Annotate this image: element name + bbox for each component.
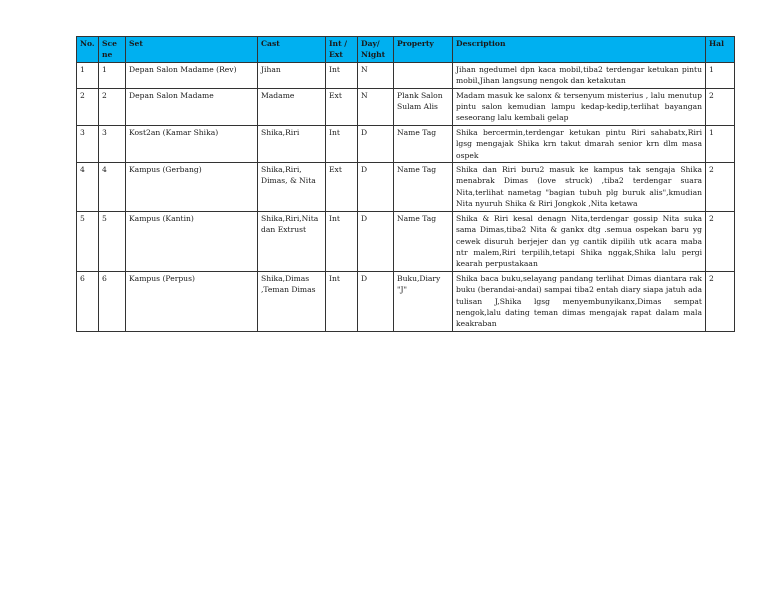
cell-set: Kost2an (Kamar Shika): [126, 125, 258, 162]
cell-int-ext: Ext: [326, 163, 358, 212]
cell-day-night: D: [358, 125, 394, 162]
cell-no: 1: [77, 62, 99, 88]
cell-cast: Shika,Dimas ,Teman Dimas: [258, 271, 326, 331]
cell-property: [394, 62, 453, 88]
cell-int-ext: Int: [326, 62, 358, 88]
header-no: No.: [77, 37, 99, 63]
cell-int-ext: Int: [326, 211, 358, 271]
cell-property: Name Tag: [394, 163, 453, 212]
header-property: Property: [394, 37, 453, 63]
header-row: [77, 37, 735, 63]
cell-description: Shika baca buku,selayang pandang terlihat Dimas diantara rak buku (berandai-andai) sampai tiba2 entah diary siapa jatuh ada tulisan J,Shika lgsg menyembunyikanx,Dimas sempat nengok,lalu dating teman dimas mengajak rapat dalam mala keakraban: [453, 271, 706, 331]
table-row: [77, 163, 735, 212]
cell-description: Jihan ngedumel dpn kaca mobil,tiba2 terdengar ketukan pintu mobil,Jihan langsung nengok dan ketakutan: [453, 62, 706, 88]
cell-no: 4: [77, 163, 99, 212]
cell-int-ext: Int: [326, 125, 358, 162]
header-scene: Scene: [99, 37, 126, 63]
cell-scene: 4: [99, 163, 126, 212]
cell-no: 5: [77, 211, 99, 271]
cell-property: Buku,Diary "J": [394, 271, 453, 331]
header-set: Set: [126, 37, 258, 63]
cell-cast: Shika,Riri, Dimas, & Nita: [258, 163, 326, 212]
cell-set: Depan Salon Madame: [126, 88, 258, 125]
cell-scene: 3: [99, 125, 126, 162]
cell-day-night: N: [358, 62, 394, 88]
cell-description: Madam masuk ke salonx & tersenyum misterius , lalu menutup pintu salon kemudian lampu kedap-kedip,terlihat bayangan seseorang lalu kembali gelap: [453, 88, 706, 125]
cell-set: Kampus (Kantin): [126, 211, 258, 271]
cell-scene: 6: [99, 271, 126, 331]
cell-description: Shika bercermin,terdengar ketukan pintu Riri sahabatx,Riri lgsg mengajak Shika krn takut dmarah senior krn dlm masa ospek: [453, 125, 706, 162]
cell-property: Name Tag: [394, 125, 453, 162]
cell-no: 6: [77, 271, 99, 331]
table-row: [77, 62, 735, 88]
cell-day-night: D: [358, 211, 394, 271]
cell-day-night: D: [358, 163, 394, 212]
table-row: [77, 271, 735, 331]
cell-set: Kampus (Perpus): [126, 271, 258, 331]
cell-description: Shika dan Riri buru2 masuk ke kampus tak sengaja Shika menabrak Dimas (love struck) ,tiba2 terdengar suara Nita,terlihat nametag "bagian tubuh plg buruk alis",kmudian Nita nyuruh Shika & Riri Jongkok ,Nita ketawa: [453, 163, 706, 212]
table-row: [77, 125, 735, 162]
cell-cast: Jihan: [258, 62, 326, 88]
cell-no: 2: [77, 88, 99, 125]
cell-day-night: N: [358, 88, 394, 125]
header-int-ext: Int / Ext: [326, 37, 358, 63]
header-description: Description: [453, 37, 706, 63]
cell-int-ext: Int: [326, 271, 358, 331]
cell-int-ext: Ext: [326, 88, 358, 125]
cell-hal: 1: [706, 125, 735, 162]
cell-cast: Shika,Riri: [258, 125, 326, 162]
header-day-night: Day/ Night: [358, 37, 394, 63]
header-cast: Cast: [258, 37, 326, 63]
cell-property: Plank Salon Sulam Alis: [394, 88, 453, 125]
cell-property: Name Tag: [394, 211, 453, 271]
cell-set: Depan Salon Madame (Rev): [126, 62, 258, 88]
cell-day-night: D: [358, 271, 394, 331]
cell-scene: 5: [99, 211, 126, 271]
cell-hal: 1: [706, 62, 735, 88]
cell-hal: 2: [706, 88, 735, 125]
cell-cast: Madame: [258, 88, 326, 125]
header-hal: Hal: [706, 37, 735, 63]
scene-breakdown-table: [76, 36, 735, 332]
cell-set: Kampus (Gerbang): [126, 163, 258, 212]
cell-scene: 1: [99, 62, 126, 88]
table-row: [77, 211, 735, 271]
cell-scene: 2: [99, 88, 126, 125]
table-row: [77, 88, 735, 125]
cell-description: Shika & Riri kesal denagn Nita,terdengar gossip Nita suka sama Dimas,tiba2 Nita & gankx dtg .semua ospekan baru yg cewek disuruh berjejer dan yg cantik dipilih utk acara maba ntr malem,Riri terpilih,tetapi Shika nggak,Shika lalu pergi kearah perpustakaan: [453, 211, 706, 271]
cell-cast: Shika,Riri,Nita dan Extrust: [258, 211, 326, 271]
cell-hal: 2: [706, 211, 735, 271]
cell-hal: 2: [706, 163, 735, 212]
cell-no: 3: [77, 125, 99, 162]
cell-hal: 2: [706, 271, 735, 331]
